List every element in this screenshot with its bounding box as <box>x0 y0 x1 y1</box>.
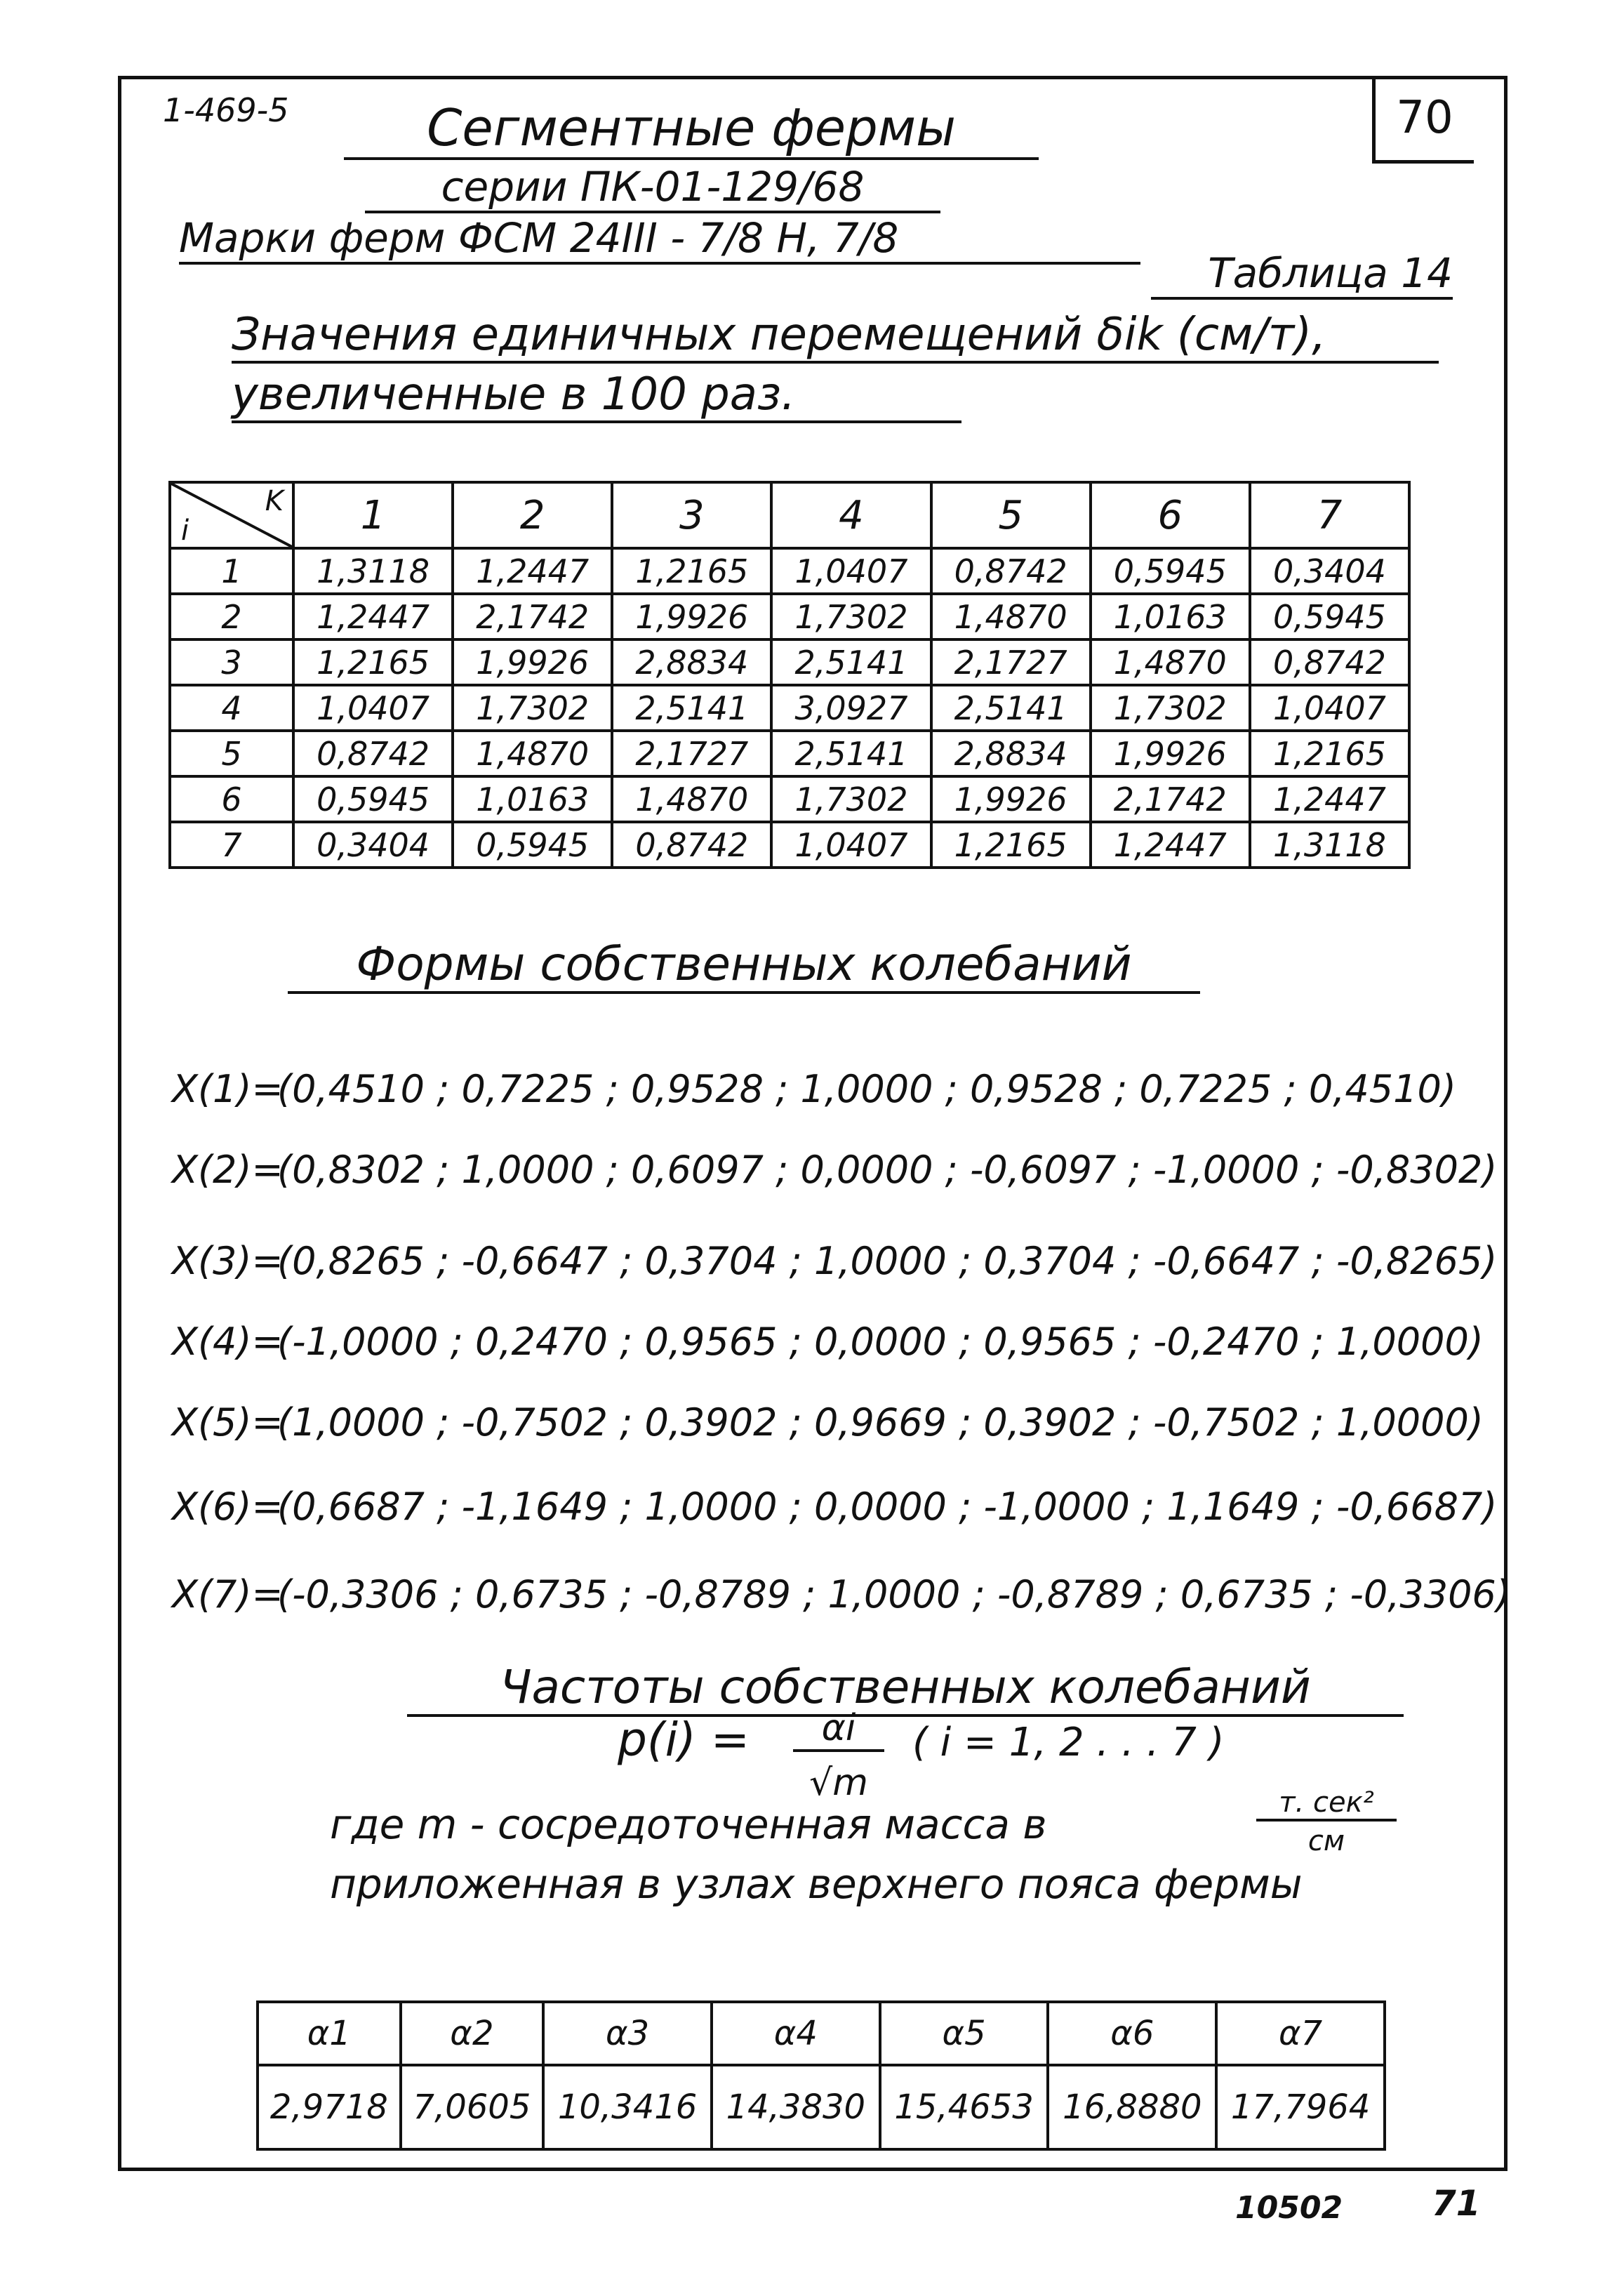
table-cell: 0,5945 <box>1091 548 1250 594</box>
page-title: Сегментные фермы <box>344 98 1039 160</box>
mode-vector-values: (0,8265 ; -0,6647 ; 0,3704 ; 1,0000 ; 0,3704 ; -0,6647 ; -0,8265) <box>277 1239 1498 1283</box>
table-cell: 0,8742 <box>293 731 453 776</box>
alpha-value: 17,7964 <box>1216 2065 1385 2149</box>
mode-vector-values: (0,4510 ; 0,7225 ; 0,9528 ; 1,0000 ; 0,9528 ; 0,7225 ; 0,4510) <box>277 1067 1456 1111</box>
table-cell: 1,4870 <box>1091 639 1250 685</box>
table-cell: 1,3118 <box>293 548 453 594</box>
mode-vector-1 <box>172 1067 1456 1111</box>
alpha-header: α3 <box>543 2002 712 2065</box>
table-cell: 1,7302 <box>453 685 612 731</box>
modes-title: Формы собственных колебаний <box>288 937 1200 994</box>
mode-vector-2 <box>172 1148 1497 1192</box>
page-number: 70 <box>1396 92 1453 144</box>
alpha-value: 7,0605 <box>401 2065 544 2149</box>
table-row <box>170 685 1409 731</box>
table-cell: 1,0163 <box>1091 594 1250 639</box>
alpha-value-row <box>258 2065 1385 2149</box>
table-cell: 1,2447 <box>453 548 612 594</box>
frequencies-title: Частоты собственных колебаний <box>407 1660 1404 1717</box>
table-cell: 2,1742 <box>1091 776 1250 822</box>
table-cell: 2,1727 <box>931 639 1091 685</box>
alpha-value: 14,3830 <box>712 2065 880 2149</box>
column-header: 6 <box>1091 482 1250 548</box>
table-cell: 1,7302 <box>771 594 931 639</box>
archive-number: 10502 <box>1235 2190 1343 2226</box>
mode-vector-label: X(2)= <box>172 1148 284 1192</box>
frequency-formula-numerator: αi <box>793 1707 884 1752</box>
table-header-row <box>170 482 1409 548</box>
mode-vector-label: X(3)= <box>172 1239 284 1283</box>
mode-vector-6 <box>172 1485 1497 1529</box>
mode-vector-values: (-0,3306 ; 0,6735 ; -0,8789 ; 1,0000 ; -0,8789 ; 0,6735 ; -0,3306) <box>277 1572 1511 1617</box>
column-header: 4 <box>771 482 931 548</box>
table-cell: 0,5945 <box>1250 594 1409 639</box>
mode-vector-5 <box>172 1400 1484 1445</box>
mode-vector-4 <box>172 1320 1484 1364</box>
row-index: 5 <box>170 731 293 776</box>
table-cell: 0,3404 <box>1250 548 1409 594</box>
table-row <box>170 594 1409 639</box>
table-label: Таблица 14 <box>1151 249 1453 300</box>
table-cell: 2,8834 <box>612 639 771 685</box>
alpha-header: α2 <box>401 2002 544 2065</box>
table-cell: 1,3118 <box>1250 822 1409 868</box>
row-index: 1 <box>170 548 293 594</box>
table-cell: 1,2447 <box>1250 776 1409 822</box>
alpha-header: α7 <box>1216 2002 1385 2065</box>
table-cell: 2,8834 <box>931 731 1091 776</box>
table-cell: 1,0407 <box>293 685 453 731</box>
heading-line-1: Значения единичных перемещений δik (см/т), <box>232 309 1439 364</box>
table-cell: 2,5141 <box>771 639 931 685</box>
column-header: 3 <box>612 482 771 548</box>
row-index: 2 <box>170 594 293 639</box>
table-cell: 1,9926 <box>931 776 1091 822</box>
mode-vector-values: (1,0000 ; -0,7502 ; 0,3902 ; 0,9669 ; 0,3902 ; -0,7502 ; 1,0000) <box>277 1400 1484 1445</box>
table-cell: 1,2165 <box>1250 731 1409 776</box>
heading-line-2: увеличенные в 100 раз. <box>232 369 961 423</box>
page-number-box <box>1372 76 1474 164</box>
table-row <box>170 639 1409 685</box>
displacement-table <box>168 481 1411 869</box>
frequency-formula-lhs: p(i) = <box>618 1713 750 1767</box>
table-cell: 3,0927 <box>771 685 931 731</box>
table-cell: 0,8742 <box>931 548 1091 594</box>
table-cell: 0,8742 <box>1250 639 1409 685</box>
alpha-header: α1 <box>258 2002 401 2065</box>
table-row <box>170 776 1409 822</box>
alpha-table <box>256 2000 1386 2151</box>
table-cell: 1,0407 <box>771 548 931 594</box>
table-cell: 1,2165 <box>612 548 771 594</box>
column-header: 5 <box>931 482 1091 548</box>
table-cell: 1,7302 <box>1091 685 1250 731</box>
alpha-value: 15,4653 <box>880 2065 1049 2149</box>
table-cell: 2,1727 <box>612 731 771 776</box>
where-text: где m - сосредоточенная масса в <box>330 1800 1047 1848</box>
table-row <box>170 822 1409 868</box>
frequency-formula-denominator: √m <box>809 1762 868 1804</box>
mode-vector-label: X(4)= <box>172 1320 284 1364</box>
table-cell: 0,3404 <box>293 822 453 868</box>
table-cell: 1,9926 <box>1091 731 1250 776</box>
mode-vector-values: (0,6687 ; -1,1649 ; 1,0000 ; 0,0000 ; -1,0000 ; 1,1649 ; -0,6687) <box>277 1485 1498 1529</box>
table-cell: 1,4870 <box>453 731 612 776</box>
alpha-value: 2,9718 <box>258 2065 401 2149</box>
table-cell: 1,4870 <box>612 776 771 822</box>
table-cell: 0,5945 <box>453 822 612 868</box>
mode-vector-label: X(5)= <box>172 1400 284 1445</box>
column-header: 1 <box>293 482 453 548</box>
table-cell: 1,7302 <box>771 776 931 822</box>
table-cell: 2,1742 <box>453 594 612 639</box>
bottom-page-number: 71 <box>1432 2183 1481 2224</box>
mass-unit-numerator: т. сек² <box>1256 1786 1397 1821</box>
alpha-value: 10,3416 <box>543 2065 712 2149</box>
table-cell: 2,5141 <box>612 685 771 731</box>
mode-vector-values: (0,8302 ; 1,0000 ; 0,6097 ; 0,0000 ; -0,6097 ; -1,0000 ; -0,8302) <box>277 1148 1498 1192</box>
table-cell: 1,0163 <box>453 776 612 822</box>
table-cell: 1,0407 <box>1250 685 1409 731</box>
corner-i-label: i <box>181 515 189 547</box>
table-row <box>170 731 1409 776</box>
corner-cell <box>170 482 293 548</box>
table-cell: 0,5945 <box>293 776 453 822</box>
table-cell: 1,2447 <box>1091 822 1250 868</box>
row-index: 4 <box>170 685 293 731</box>
document-code: 1-469-5 <box>163 91 289 129</box>
column-header: 2 <box>453 482 612 548</box>
table-cell: 1,9926 <box>453 639 612 685</box>
table-cell: 0,8742 <box>612 822 771 868</box>
table-cell: 2,5141 <box>931 685 1091 731</box>
table-cell: 1,4870 <box>931 594 1091 639</box>
table-cell: 1,0407 <box>771 822 931 868</box>
row-index: 3 <box>170 639 293 685</box>
table-cell: 1,2165 <box>931 822 1091 868</box>
table-cell: 2,5141 <box>771 731 931 776</box>
series-line: серии ПК-01-129/68 <box>365 163 940 213</box>
corner-k-label: K <box>265 485 284 517</box>
mass-unit-denominator: см <box>1307 1825 1345 1857</box>
mode-vector-3 <box>172 1239 1497 1283</box>
applied-text: приложенная в узлах верхнего пояса фермы <box>330 1860 1303 1908</box>
mode-vector-7 <box>172 1572 1511 1617</box>
alpha-header: α5 <box>880 2002 1049 2065</box>
alpha-header-row <box>258 2002 1385 2065</box>
mode-vector-values: (-1,0000 ; 0,2470 ; 0,9565 ; 0,0000 ; 0,9565 ; -0,2470 ; 1,0000) <box>277 1320 1484 1364</box>
alpha-header: α4 <box>712 2002 880 2065</box>
mode-vector-label: X(1)= <box>172 1067 284 1111</box>
table-cell: 1,9926 <box>612 594 771 639</box>
table-cell: 1,2165 <box>293 639 453 685</box>
row-index: 7 <box>170 822 293 868</box>
mode-vector-label: X(6)= <box>172 1485 284 1529</box>
marks-line: Марки ферм ФСМ 24III - 7/8 Н, 7/8 <box>179 214 1140 265</box>
row-index: 6 <box>170 776 293 822</box>
table-cell: 1,2447 <box>293 594 453 639</box>
mode-vector-label: X(7)= <box>172 1572 284 1617</box>
column-header: 7 <box>1250 482 1409 548</box>
alpha-header: α6 <box>1048 2002 1216 2065</box>
table-row <box>170 548 1409 594</box>
frequency-formula-range: ( i = 1, 2 . . . 7 ) <box>912 1720 1225 1765</box>
alpha-value: 16,8880 <box>1048 2065 1216 2149</box>
